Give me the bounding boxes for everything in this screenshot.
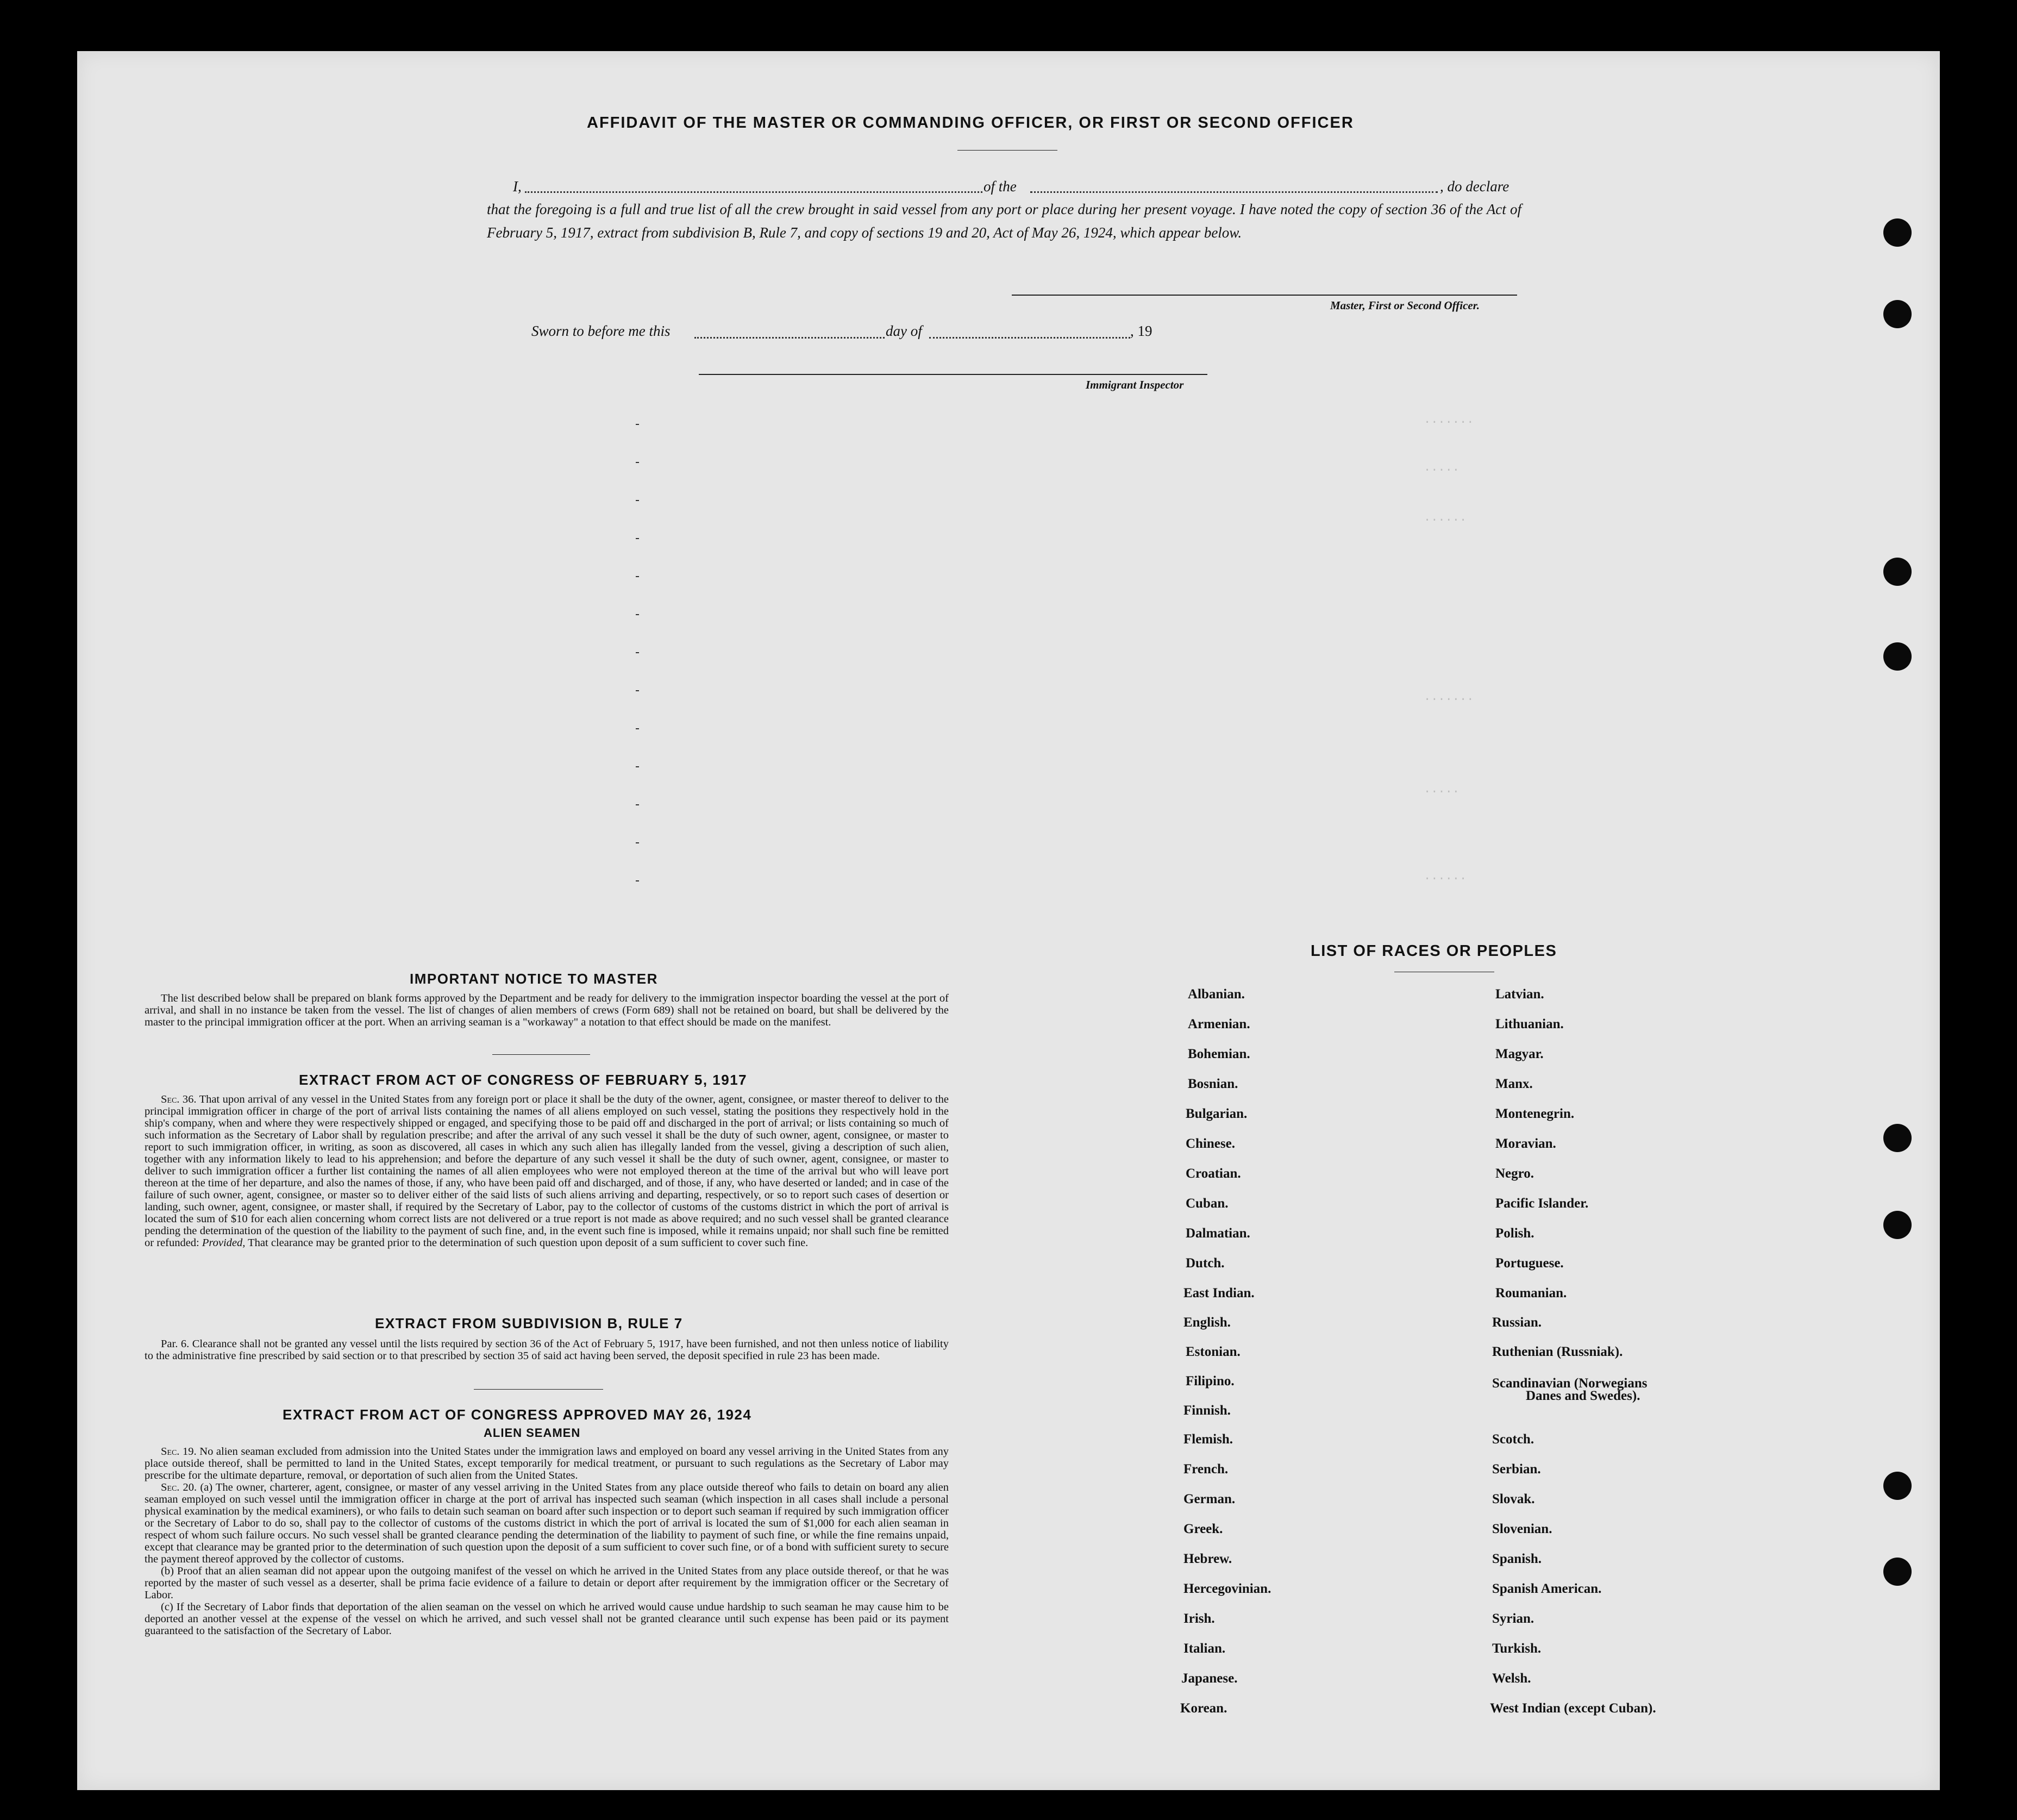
extract-1917-title: EXTRACT FROM ACT OF CONGRESS OF FEBRUARY 5, 1917: [299, 1072, 748, 1088]
bleed-through-text: .....: [1424, 461, 1460, 474]
margin-tick: [636, 500, 639, 501]
margin-tick: [636, 842, 639, 843]
punch-hole: [1883, 1211, 1912, 1239]
race-item: Hercegovinian.: [1183, 1581, 1271, 1596]
rule7-title: EXTRACT FROM SUBDIVISION B, RULE 7: [375, 1315, 683, 1331]
bleed-through-text: ......: [1424, 870, 1467, 883]
rule7-body: Par. 6. Clearance shall not be granted any vessel until the lists required by section 36 of the Act of February 5, 1917, have been furnished, and not then unless notice of liability to the administrative fine prescribed by said section or to that prescribed by section 35 of said act having been served, the deposit specified in rule 23 has been made.: [145, 1338, 949, 1362]
race-item: Negro.: [1495, 1166, 1534, 1181]
race-item: Bosnian.: [1188, 1077, 1238, 1091]
race-item: Finnish.: [1183, 1403, 1231, 1418]
section-divider: [492, 1054, 590, 1055]
affidavit-i-label: I,: [513, 178, 522, 195]
race-item: Portuguese.: [1495, 1256, 1564, 1271]
race-item: Scotch.: [1492, 1432, 1534, 1447]
race-item: Korean.: [1180, 1701, 1227, 1716]
race-item: Moravian.: [1495, 1136, 1556, 1151]
year-prefix: , 19: [1130, 323, 1152, 339]
race-item: German.: [1183, 1492, 1236, 1506]
name-blank-line[interactable]: [525, 191, 982, 193]
bleed-through-text: ......: [1424, 511, 1467, 524]
inspector-signature-line[interactable]: [699, 374, 1207, 375]
margin-tick: [636, 576, 639, 577]
bleed-through-text: .....: [1424, 783, 1460, 796]
margin-tick: [636, 728, 639, 729]
sec-20a: [145, 1481, 949, 1565]
race-item: Filipino.: [1186, 1374, 1235, 1389]
race-item: Dalmatian.: [1186, 1226, 1250, 1241]
margin-tick: [636, 614, 639, 615]
race-item: Polish.: [1495, 1226, 1534, 1241]
extract-1924-body: [145, 1446, 949, 1637]
race-item: Turkish.: [1492, 1641, 1542, 1656]
race-item: Spanish American.: [1492, 1581, 1602, 1596]
race-item: Irish.: [1183, 1611, 1215, 1626]
affidavit-title: AFFIDAVIT OF THE MASTER OR COMMANDING OFFICER, OR FIRST OR SECOND OFFICER: [587, 114, 1354, 132]
races-title: LIST OF RACES OR PEOPLES: [1311, 942, 1557, 960]
punch-hole: [1883, 300, 1912, 328]
affidavit-do-declare: , do declare: [1440, 178, 1509, 195]
punch-hole: [1883, 1558, 1912, 1586]
sec-20c: (c) If the Secretary of Labor finds that deportation of the alien seaman on the vessel on which he arrived would cause undue hardship to such seaman he may cause him to be deported an another vessel at the expense of the vessel on which he arrived, and such vessel shall not be granted clearance until such expense has been paid or its payment guaranteed to the satisfaction of the Secretary of Labor.: [145, 1601, 949, 1637]
margin-tick: [636, 538, 639, 539]
punch-hole: [1883, 1124, 1912, 1152]
race-item: Spanish.: [1492, 1552, 1542, 1566]
margin-tick: [636, 462, 639, 463]
sec-19: [145, 1446, 949, 1481]
bleed-through-text: .......: [1424, 690, 1474, 704]
race-item: Serbian.: [1492, 1462, 1541, 1477]
race-item: French.: [1183, 1462, 1229, 1477]
race-item: Armenian.: [1188, 1017, 1250, 1031]
sec-36-text: That upon arrival of any vessel in the United States from any foreign port or place it shall be the duty of the owner, agent, consignee, or master thereof to deliver to the principal immigration officer in charge of the port of arrival lists containing the names of all aliens employed on such vessel, stating the positions they respectively hold in the ship's company, when and where they were respectively shipped or engaged, and specifying those to be paid off and discharged in the port of arrival; or lists containing so much of such information as the Secretary of Labor shall by regulation prescribe; and after the arrival of any such vessel it shall be the duty of such owner, agent, consignee, or master to report to such immigration officer, in writing, as soon as discovered, all cases in which any such alien has illegally landed from the vessel, giving a description of such alien, together with any information likely to lead to his apprehension; and before the departure of any such vessel it shall be the duty of such owner, agent, consignee, or master to deliver to such immigration officer a further list containing the names of all alien employees who were not employed thereon at the time of the arrival but who will leave port thereon at the time of her departure, and also the names of those, if any, who have been paid off and discharged, and of those, if any, who have deserted or landed; and in case of the failure of such owner, agent, consignee, or master so to deliver either of the said lists of such aliens arriving and departing, respectively, or so to report such cases of desertion or landing, such owner, agent, consignee, or master shall, if required by the Secretary of Labor, pay to the collector of customs of the customs district in which the port of arrival is located the sum of $10 for each alien concerning whom correct lists are not delivered or a true report is not made as above required; and no such vessel shall be granted clearance pending the determination of the question of the liability to the payment of such fine, and, in the event such fine is imposed, while it remains unpaid; nor shall such fine be remitted or refunded:: [145, 1093, 949, 1249]
race-item: Slovenian.: [1492, 1522, 1552, 1536]
race-item: Russian.: [1492, 1315, 1542, 1330]
race-item: Manx.: [1495, 1077, 1533, 1091]
margin-tick: [636, 652, 639, 653]
notice-body: The list described below shall be prepared on blank forms approved by the Department and be ready for delivery to the immigration inspector boarding the vessel at the port of arrival, and shall in no instance be taken from the vessel. The list of changes of alien members of crews (Form 689) shall not be retained on board, but shall be delivered by the master to the principal immigration officer at the port. When an arriving seaman is a "workaway" a notation to that effect should be made on the manifest.: [145, 992, 949, 1028]
signature-line[interactable]: [1012, 295, 1517, 296]
race-item: English.: [1183, 1315, 1231, 1330]
punch-hole: [1883, 1472, 1912, 1500]
race-item: Japanese.: [1181, 1671, 1238, 1686]
punch-hole: [1883, 558, 1912, 586]
signature-label: Master, First or Second Officer.: [1330, 299, 1480, 312]
race-item: West Indian (except Cuban).: [1490, 1701, 1656, 1716]
sec-20a-text: (a) The owner, charterer, agent, consignee, or master of any vessel arriving in the United States from any place outside thereof who fails to detain on board any alien seaman employed on such vessel until the immigration officer in charge at the port of arrival has inspected such seaman (which inspection in all cases shall include a personal physical examination by the medical examiners), or who fails to detain such seaman on board after such inspection or to deport such seaman if required by such immigration officer or the Secretary of Labor to do so, shall pay to the collector of customs of the customs district in which the port of arrival is located the sum of $1,000 for each alien seaman in respect of whom such failure occurs. No such vessel shall be granted clearance pending the determination of the liability to payment of such fine, or while the fine remains unpaid, except that clearance may be granted prior to the determination of such question upon the deposit of a sum sufficient to cover such fine, or of a bond with sufficient surety to secure the payment thereof approved by the collector of customs.: [145, 1481, 949, 1565]
race-item: Pacific Islander.: [1495, 1196, 1589, 1211]
race-item: Flemish.: [1183, 1432, 1233, 1447]
day-of-label: day of: [886, 323, 922, 339]
race-item: Italian.: [1183, 1641, 1226, 1656]
race-item: Dutch.: [1186, 1256, 1225, 1271]
vessel-blank-line[interactable]: [1030, 191, 1438, 193]
notice-title: IMPORTANT NOTICE TO MASTER: [410, 971, 658, 987]
race-item: Lithuanian.: [1495, 1017, 1564, 1031]
race-item: Roumanian.: [1495, 1286, 1567, 1300]
punch-hole: [1883, 218, 1912, 247]
extract-1917-body: [145, 1093, 949, 1249]
extract-1924-title: EXTRACT FROM ACT OF CONGRESS APPROVED MAY 26, 1924: [283, 1406, 752, 1423]
race-item-wrap: Danes and Swedes).: [1526, 1389, 1640, 1403]
margin-tick: [636, 766, 639, 767]
sworn-label: Sworn to before me this: [531, 323, 671, 339]
race-item: Montenegrin.: [1495, 1106, 1575, 1121]
punch-hole: [1883, 642, 1912, 671]
extract-1924-subtitle: ALIEN SEAMEN: [484, 1426, 581, 1440]
race-item: Magyar.: [1495, 1047, 1544, 1061]
race-item: Cuban.: [1186, 1196, 1229, 1211]
sec-19-label: Sec. 19.: [161, 1446, 197, 1458]
race-item: Scandinavian (Norwegians: [1492, 1376, 1648, 1391]
inspector-label: Immigrant Inspector: [1086, 378, 1184, 391]
race-item: Welsh.: [1492, 1671, 1531, 1686]
race-item: East Indian.: [1183, 1286, 1255, 1300]
race-item: Albanian.: [1188, 987, 1245, 1002]
race-item: Ruthenian (Russniak).: [1492, 1344, 1623, 1359]
race-item: Slovak.: [1492, 1492, 1535, 1506]
sec-19-text: No alien seaman excluded from admission into the United States under the immigration laws and employed on board any vessel arriving in the United States from any place outside thereof, shall be permitted to land in the United States, except temporarily for medical treatment, or pursuant to such regulations as the Secretary of Labor may prescribe for the ultimate departure, removal, or deportation of such alien from the United States.: [145, 1446, 949, 1481]
margin-tick: [636, 880, 639, 881]
sworn-month-blank[interactable]: [929, 337, 1130, 339]
race-item: Syrian.: [1492, 1611, 1534, 1626]
sec-36-label: Sec. 36.: [161, 1093, 197, 1105]
margin-tick: [636, 424, 639, 425]
race-item: Croatian.: [1186, 1166, 1241, 1181]
provided-word: Provided,: [202, 1237, 246, 1249]
affidavit-of-the: of the: [984, 178, 1017, 195]
race-item: Latvian.: [1495, 987, 1544, 1002]
affidavit-body: that the foregoing is a full and true list of all the crew brought in said vessel from any port or place during her present voyage. I have noted the copy of section 36 of the Act of February 5, 1917, extract from subdivision B, Rule 7, and copy of sections 19 and 20, Act of May 26, 1924, which appear below.: [487, 201, 1521, 241]
race-item: Bulgarian.: [1186, 1106, 1248, 1121]
sec-20b: (b) Proof that an alien seaman did not appear upon the outgoing manifest of the vessel on which he arrived in the United States from any place outside thereof, or that he was reported by the master of such vessel as a deserter, shall be prima facie evidence of a failure to detain or deport after requirement by the immigration officer or the Secretary of Labor.: [145, 1565, 949, 1601]
race-item: Bohemian.: [1188, 1047, 1250, 1061]
bleed-through-text: .......: [1424, 413, 1474, 427]
margin-tick: [636, 804, 639, 805]
sworn-day-blank[interactable]: [694, 337, 885, 339]
sec-20-label: Sec. 20.: [161, 1481, 197, 1493]
race-item: Hebrew.: [1183, 1552, 1232, 1566]
title-divider: [957, 150, 1057, 151]
sec-36-text-end: That clearance may be granted prior to the determination of such question upon deposit of a sum sufficient to cover such fine.: [248, 1237, 809, 1249]
margin-tick: [636, 690, 639, 691]
race-item: Chinese.: [1186, 1136, 1235, 1151]
race-item: Estonian.: [1186, 1344, 1241, 1359]
section-divider: [474, 1389, 603, 1390]
race-item: Greek.: [1183, 1522, 1223, 1536]
